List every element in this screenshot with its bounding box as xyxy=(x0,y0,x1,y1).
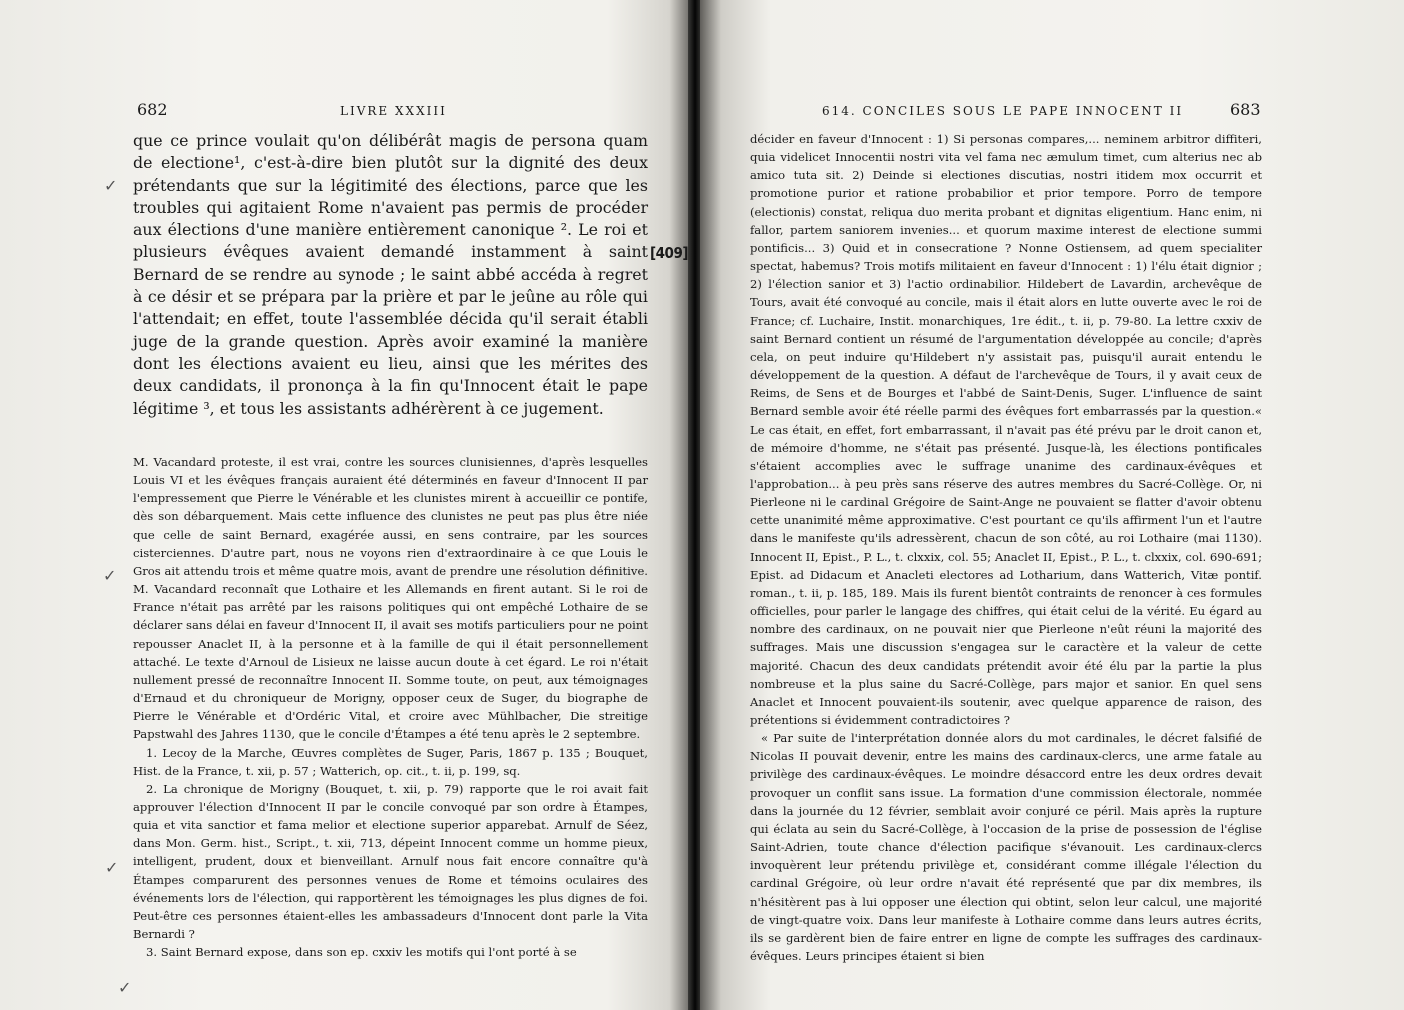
footnote-2: 2. La chronique de Morigny (Bouquet, t. xii, p. 79) rapporte que le roi avait fait approuver l'élection d'Innocent II par le concile convoqué par son ordre à Étampes, quia et vita sanctior et fama melior et electione superior apparebat. Arnulf de Séez, dans Mon. Germ. hist., Script., t. xii, 713, dépeint Innocent comme un homme pieux, intelligent, prudent, doux et bienveillant. Arnulf nous fait encore connaître qu'à Étampes comparurent des personnes venues de Rome et témoins oculaires des événements lors de l'élection, qui rapportèrent les témoignages les plus dignes de foi. Peut-être ces personnes étaient-elles les ambassadeurs d'Innocent dont parle la Vita Bernardi ? xyxy=(133,781,648,942)
pencil-mark: ✓ xyxy=(104,176,118,195)
running-head-left: LIVRE XXXIII xyxy=(340,104,447,118)
page-number-right: 683 xyxy=(1230,100,1261,119)
main-text xyxy=(133,130,648,420)
right-page xyxy=(700,0,1404,1010)
note-paragraph: « Par suite de l'interprétation donnée alors du mot cardinales, le décret falsifié de Nicolas II pouvait devenir, entre les mains des cardinaux-clercs, une arme fatale au privilège des cardinaux-évêques. Le moindre désaccord entre les deux ordres devait provoquer un conflit sans issue. La formation d'une commission électorale, nommée dans la journée du 12 février, semblait avoir conjuré ce péril. Mais après la rupture qui éclata au sein du Sacré-Collège, à l'occasion de la prise de possession de l'église Saint-Adrien, toute chance d'élection pacifique s'évanouit. Les cardinaux-clercs invoquèrent leur prétendu privilège et, considérant comme illégale l'élection du cardinal Grégoire, où leur ordre n'avait été représenté que par dix membres, ils n'hésitèrent pas à lui opposer une élection qui obtint, selon leur calcul, une majorité de vingt-quatre voix. Dans leur manifeste à Lothaire comme dans leurs autres écrits, ils se gardèrent bien de faire entrer en ligne de compte les suffrages des cardinaux-évêques. Leurs principes étaient si bien xyxy=(750,731,1262,964)
pencil-mark: ✓ xyxy=(105,858,119,877)
footnote-continuation-right xyxy=(750,130,1262,965)
left-page xyxy=(0,0,690,1010)
pencil-mark: ✓ xyxy=(103,566,117,585)
note-paragraph: décider en faveur d'Innocent : 1) Si personas compares,... neminem arbitror diffiteri, quia videlicet Innocentii nostri vita vel fama nec æmulum timet, cum alterius nec ab amico tuta sit. 2) Deinde si electiones discutias, nostri itidem mox occurrit et promotione purior et ratione probabilior et prior tempore. Porro de tempore (electionis) constat, reliqua duo merita probant et dignitas eligentium. Hanc enim, ni fallor, partem saniorem invenies... et quorum maxime interest de electione summi pontificis... 3) Quid et in consecratione ? Nonne Ostiensem, ad quem specialiter spectat, habemus? Trois motifs militaient en faveur d'Innocent : 1) l'élu était dignior ; 2) l'élection sanior et 3) l'actio ordinabilior. Hildebert de Lavardin, archevêque de Tours, avait été convoqué au concile, mais il était alors en lutte ouverte avec le roi de France; cf. Luchaire, Instit. monarchiques, 1re édit., t. ii, p. 79-80. La lettre cxxiv de saint Bernard contient un résumé de l'argumentation développée au concile; d'après cela, on peut induire qu'Hildebert n'y assistait pas, puisqu'il aurait entendu le développement de la question. A défaut de l'archevêque de Tours, il y avait ceux de Reims, de Sens et de Bourges et l'abbé de Saint-Denis, Suger. L'influence de saint Bernard semble avoir été réelle parmi des évêques fort embarrassés par la question.« Le cas était, en effet, fort embarrassant, il n'avait pas été prévu par le droit canon et, de mémoire d'homme, ne s'était pas présenté. Jusque-là, les élections pontificales s'étaient accomplies avec le suffrage unanime des cardinaux-évêques et l'approbation... à peu près sans réserve des autres membres du Sacré-Collège. Or, ni Pierleone ni le cardinal Grégoire de Saint-Ange ne pouvaient se flatter d'avoir obtenu cette unanimité même approximative. C'est pourtant ce qu'ils affirment l'un et l'autre dans le manifeste qu'ils adressèrent, chacun de son côté, au roi Lothaire (mai 1130). Innocent II, Epist., P. L., t. clxxix, col. 55; Anaclet II, Epist., P. L., t. clxxix, col. 690-691; Epist. ad Didacum et Anacleti electores ad Lotharium, dans Watterich, Vitæ pontif. roman., t. ii, p. 185, 189. Mais ils furent bientôt contraints de renoncer à ces formules officielles, pour parler le langage des chiffres, qui était celui de la vérité. Eu égard au nombre des cardinaux, on ne pouvait nier que Pierleone n'eût réuni la majorité des suffrages. Mais une discussion s'engagea sur le caractère et la valeur de cette majorité. Chacun des deux candidats prétendit avoir été élu par la partie la plus nombreuse et la plus saine du Sacré-Collège, pars major et sanior. En quel sens Anaclet et Innocent pouvaient-ils soutenir, avec quelque apparence de raison, des prétentions si évidemment contradictoires ? xyxy=(750,132,1262,727)
footnote-continuation: M. Vacandard proteste, il est vrai, contre les sources clunisiennes, d'après lesquelles Louis VI et les évêques français auraient été déterminés en faveur d'Innocent II par l'empressement que Pierre le Vénérable et les clunistes mirent à accueillir ce pontife, dès son débarquement. Mais cette influence des clunistes ne peut pas plus être niée que celle de saint Bernard, exagérée aussi, en sens contraire, par les sources cisterciennes. D'autre part, nous ne voyons rien d'extraordinaire à ce que Louis le Gros ait attendu trois et même quatre mois, avant de prendre une résolution définitive. M. Vacandard reconnaît que Lothaire et les Allemands en firent autant. Si le roi de France n'était pas arrêté par les raisons politiques qui ont empêché Lothaire de se déclarer sans délai en faveur d'Innocent II, il avait ses motifs particuliers pour ne point repousser Anaclet II, à la personne et à la famille de qui il était personnellement attaché. Le texte d'Arnoul de Lisieux ne laisse aucun doute à cet égard. Le roi n'était nullement pressé de reconnaître Innocent II. Somme toute, on peut, aux témoignages d'Ernaud et du chroniqueur de Morigny, opposer ceux de Suger, du biographe de Pierre le Vénérable et d'Ordéric Vital, et croire avec Mühlbacher, Die streitige Papstwahl des Jahres 1130, que le concile d'Étampes a été tenu après le 2 septembre. xyxy=(133,455,648,742)
page-number-left: 682 xyxy=(137,100,168,119)
main-paragraph: que ce prince voulait qu'on délibérât magis de persona quam de electione¹, c'est-à-dire bien plutôt sur la dignité des deux prétendants que sur la légitimité des élections, parce que les troubles qui agitaient Rome n'avaient pas permis de procéder aux élections d'une manière entièrement canonique ². Le roi et plusieurs évêques avaient demandé instamment à saint Bernard de se rendre au synode ; le saint abbé accéda à regret à ce désir et se prépara par la prière et par le jeûne au rôle qui l'attendait; en effet, toute l'assemblée décida qu'il serait établi juge de la grande question. Après avoir examiné la manière dont les élections avaient eu lieu, ainsi que les mérites des deux candidats, il prononça à la fin qu'Innocent était le pape légitime ³, et tous les assistants adhérèrent à ce jugement. xyxy=(133,131,648,418)
running-head-right: 614. CONCILES SOUS LE PAPE INNOCENT II xyxy=(822,104,1184,118)
pencil-mark: ✓ xyxy=(118,978,132,997)
footnote-3: 3. Saint Bernard expose, dans son ep. cxxiv les motifs qui l'ont porté à se xyxy=(146,945,577,960)
margin-page-reference: [409] xyxy=(650,244,689,262)
footnote-1: 1. Lecoy de la Marche, Œuvres complètes de Suger, Paris, 1867 p. 135 ; Bouquet, Hist. de la France, t. xii, p. 57 ; Watterich, op. cit., t. ii, p. 199, sq. xyxy=(133,745,648,778)
footnotes-left xyxy=(133,453,648,961)
